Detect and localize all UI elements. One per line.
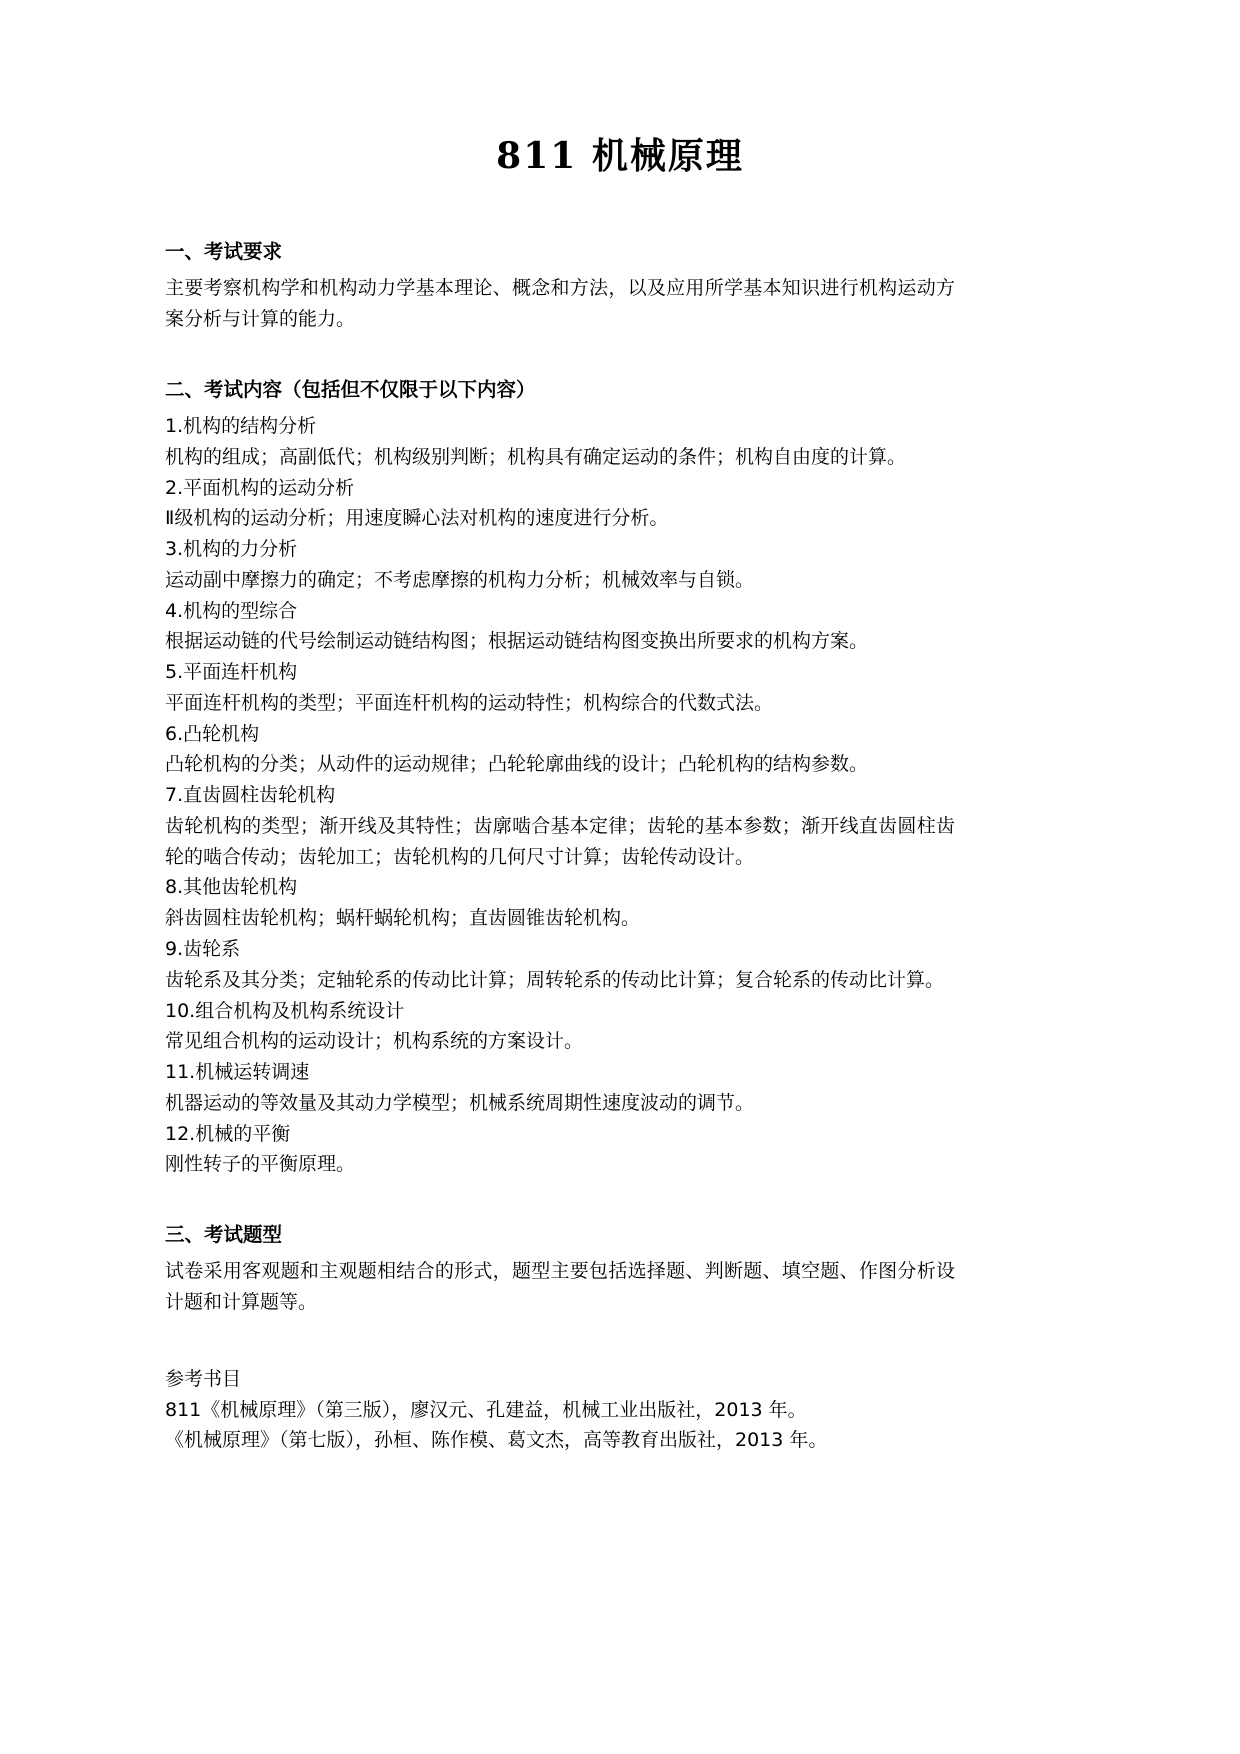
- topic-title-10: 10.组合机构及机构系统设计: [165, 999, 405, 1022]
- topic-title-2: 2.平面机构的运动分析: [165, 476, 355, 499]
- reference-item-1: 811《机械原理》（第三版），廖汉元、孔建益，机械工业出版社，2013 年。: [165, 1398, 807, 1421]
- document-body: [165, 237, 955, 1456]
- section-heading-exam-requirements: 一、考试要求: [165, 240, 283, 263]
- topic-title-11: 11.机械运转调速: [165, 1061, 310, 1084]
- topic-detail-4: 根据运动链的代号绘制运动链结构图；根据运动链结构图变换出所要求的机构方案。: [165, 630, 869, 653]
- topic-title-4: 4.机构的型综合: [165, 599, 298, 622]
- topic-title-3: 3.机构的力分析: [165, 538, 298, 561]
- page-title: 811 机械原理: [496, 135, 744, 177]
- topic-title-8: 8.其他齿轮机构: [165, 876, 298, 899]
- section-heading-question-types: 三、考试题型: [165, 1223, 283, 1247]
- topic-detail-9: 齿轮系及其分类；定轴轮系的传动比计算；周转轮系的传动比计算；复合轮系的传动比计算。: [165, 968, 945, 991]
- reference-item-2: 《机械原理》（第七版），孙桓、陈作模、葛文杰，高等教育出版社，2013 年。: [165, 1429, 828, 1452]
- topic-title-6: 6.凸轮机构: [165, 722, 260, 745]
- topic-title-1: 1.机构的结构分析: [165, 414, 317, 437]
- topic-detail-12: 刚性转子的平衡原理。: [165, 1153, 356, 1176]
- topic-detail-11: 机器运动的等效量及其动力学模型；机械系统周期性速度波动的调节。: [165, 1091, 755, 1114]
- topic-detail-2: Ⅱ级机构的运动分析；用速度瞬心法对机构的速度进行分析。: [165, 507, 669, 530]
- topic-detail-3: 运动副中摩擦力的确定；不考虑摩擦的机构力分析；机械效率与自锁。: [165, 568, 755, 591]
- references-heading: 参考书目: [165, 1367, 242, 1390]
- section-paragraph-question-types: 试卷采用客观题和主观题相结合的形式，题型主要包括选择题、判断题、填空题、作图分析设计题和计算题等。: [165, 1260, 955, 1314]
- section-heading-exam-content: 二、考试内容（包括但不仅限于以下内容）: [165, 377, 536, 401]
- topic-title-9: 9.齿轮系: [165, 937, 241, 960]
- topic-detail-8: 斜齿圆柱齿轮机构；蜗杆蜗轮机构；直齿圆锥齿轮机构。: [165, 907, 641, 930]
- topic-detail-7: 齿轮机构的类型；渐开线及其特性；齿廓啮合基本定律；齿轮的基本参数；渐开线直齿圆柱齿轮的啮合传动；齿轮加工；齿轮机构的几何尺寸计算；齿轮传动设计。: [165, 814, 955, 868]
- topic-title-7: 7.直齿圆柱齿轮机构: [165, 784, 336, 807]
- topic-detail-6: 凸轮机构的分类；从动件的运动规律；凸轮轮廓曲线的设计；凸轮机构的结构参数。: [165, 753, 869, 776]
- topic-detail-1: 机构的组成；高副低代；机构级别判断；机构具有确定运动的条件；机构自由度的计算。: [165, 445, 907, 468]
- topic-title-12: 12.机械的平衡: [165, 1122, 291, 1145]
- topic-detail-10: 常见组合机构的运动设计；机构系统的方案设计。: [165, 1030, 584, 1053]
- section-paragraph-exam-requirements: 主要考察机构学和机构动力学基本理论、概念和方法，以及应用所学基本知识进行机构运动方案分析与计算的能力。: [165, 277, 955, 330]
- topic-title-5: 5.平面连杆机构: [165, 661, 298, 684]
- topic-detail-5: 平面连杆机构的类型；平面连杆机构的运动特性；机构综合的代数式法。: [165, 691, 774, 714]
